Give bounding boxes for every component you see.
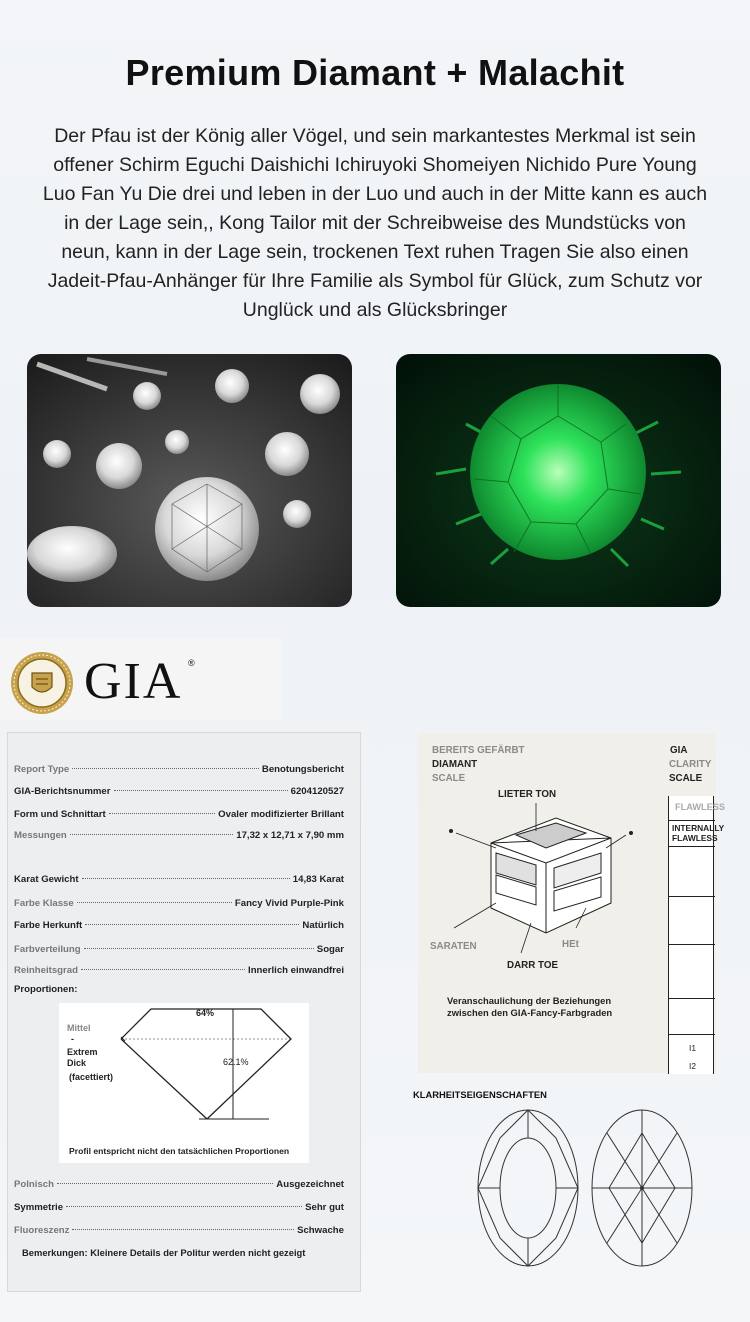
gia-logo [0, 638, 282, 720]
gia-wordmark: GIA [84, 653, 183, 710]
clarity-internally: INTERNALLY [672, 823, 725, 833]
report-row: Form und Schnittart Ovaler modifizierter Brillant [14, 809, 344, 820]
report-row: Farbe Klasse Fancy Vivid Purple-Pink [14, 898, 344, 909]
scale-gia: GIA [670, 745, 688, 756]
label-lieter-ton: LIETER TON [498, 789, 557, 800]
color-scale-panel [418, 733, 726, 1073]
girdle-mittel: Mittel [67, 1023, 91, 1033]
report-row: Farbverteilung Sogar [14, 944, 344, 955]
report-row: Fluoreszenz Schwache [14, 1225, 344, 1236]
gia-seal-icon [10, 651, 74, 715]
clarity-plot-ovals [470, 1103, 700, 1273]
girdle-extrem: Extrem [67, 1047, 98, 1057]
scale-bereits: BEREITS GEFÄRBT [432, 745, 525, 756]
intro-text: Der Pfau ist der König aller Vögel, und sein markantestes Merkmal ist sein offener Schirm Eguchi Daishichi Ichiruyoki Shomeiyen Nichido Pure Young Luo Fan Yu Die drei und leben in der Luo und auch in der Mitte kann es auch in der Lage sein,, Kong Tailor mit der Schreibweise des Mundstücks von neun, kann in der Lage sein, trockenen Text ruhen Tragen Sie also einen Jadeit-Pfau-Anhänger für Ihre Familie als Symbol für Glück, zum Schutz vor Unglück und als Glücksbringer [42, 125, 708, 321]
clarity-scale [668, 796, 726, 1074]
page-title: Premium Diamant + Malachit [125, 52, 625, 93]
report-row: Report Type Benotungsbericht [14, 764, 344, 775]
clarity-i1: I1 [689, 1043, 696, 1053]
label-darr-toe: DARR TOE [507, 960, 558, 971]
gia-registered-mark: ® [188, 658, 195, 668]
label-het: HEt [562, 939, 579, 950]
clarity-flawless2: FLAWLESS [672, 833, 718, 843]
report-row: Reinheitsgrad Innerlich einwandfrei [14, 965, 344, 976]
profile-caption: Profil entspricht nicht den tatsächlichen Proportionen [69, 1146, 290, 1156]
table-percentage: 64% [196, 1008, 215, 1018]
depth-percentage: 62.1% [223, 1057, 249, 1067]
girdle-dick: Dick [67, 1058, 87, 1068]
remarks-text: Bemerkungen: Kleinere Details der Politur werden nicht gezeigt [22, 1247, 306, 1258]
clarity-flawless: FLAWLESS [675, 802, 726, 812]
diamonds-photo [27, 354, 352, 607]
report-row: Karat Gewicht 14,83 Karat [14, 874, 344, 885]
scale-clarity: CLARITY [669, 759, 712, 770]
proportions-diagram [59, 1003, 309, 1163]
report-row: Messungen 17,32 x 12,71 x 7,90 mm [14, 830, 344, 841]
report-row: Farbe Herkunft Natürlich [14, 920, 344, 931]
label-saraten: SARATEN [430, 941, 477, 952]
report-row: Symmetrie Sehr gut [14, 1202, 344, 1213]
report-row: Polnisch Ausgezeichnet [14, 1179, 344, 1190]
girdle-dash: - [71, 1034, 74, 1044]
girdle-facettiert: (facettiert) [69, 1072, 114, 1082]
scale-description: Veranschaulichung der Beziehungen zwischen den GIA-Fancy-Farbgraden [447, 995, 613, 1018]
clarity-properties-heading: KLARHEITSEIGENSCHAFTEN [413, 1089, 547, 1100]
report-row: GIA-Berichtsnummer 6204120527 [14, 786, 344, 797]
emerald-photo [396, 354, 721, 607]
scale-scale1: SCALE [432, 773, 466, 784]
scale-scale2: SCALE [669, 773, 703, 784]
proportions-heading: Proportionen: [14, 984, 78, 995]
scale-diamant: DIAMANT [432, 759, 478, 770]
clarity-i2: I2 [689, 1061, 696, 1071]
